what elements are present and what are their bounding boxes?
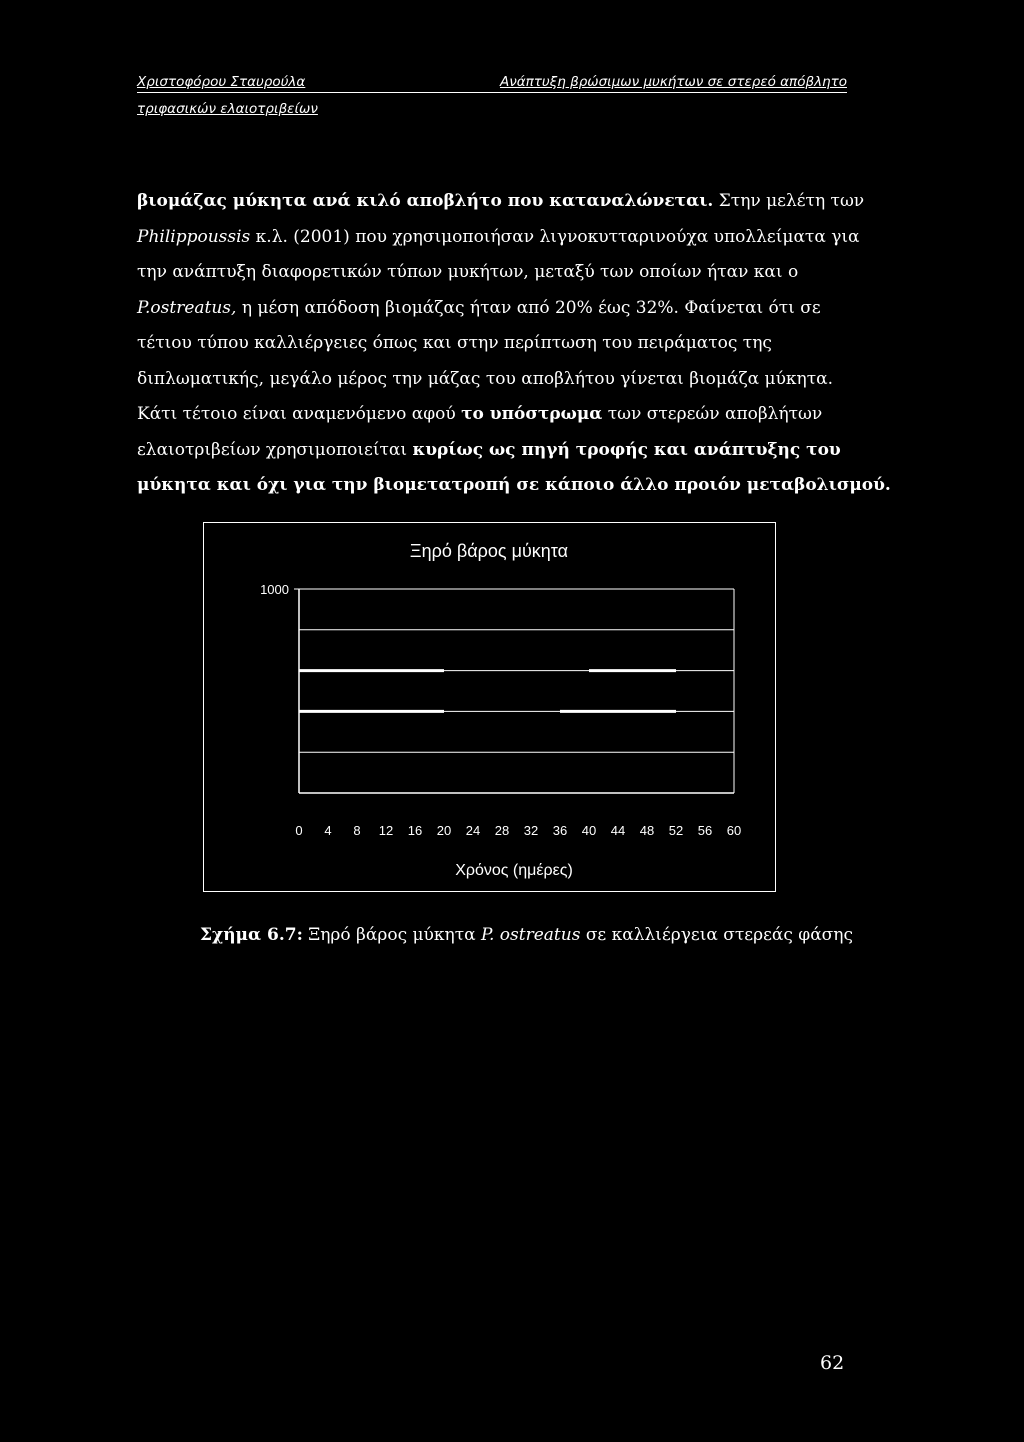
text: Κάτι τέτοιο είναι αναμενόμενο αφού <box>137 404 462 424</box>
page-header <box>137 74 847 117</box>
header-top-line <box>137 74 847 93</box>
chart-frame <box>203 522 776 892</box>
x-axis-label: Χρόνος (ημέρες) <box>455 862 573 879</box>
paragraph-line-2 <box>137 220 860 256</box>
x-tick-label: 8 <box>353 823 361 838</box>
text: ελαιοτριβείων χρησιμοποιείται <box>137 439 413 460</box>
x-tick-label: 28 <box>494 823 510 838</box>
caption-text: Ξηρό βάρος μύκητα <box>302 925 481 945</box>
x-tick-label: 32 <box>523 823 539 838</box>
x-tick-label: 48 <box>639 823 655 838</box>
bold-text: το υπόστρωμα <box>461 404 603 424</box>
x-tick-label: 56 <box>697 823 713 838</box>
x-tick-label: 20 <box>436 823 452 838</box>
x-tick-label: 44 <box>610 823 626 838</box>
paragraph-line-5: τέτιου τύπου καλλιέργειες όπως και στην περίπτωση του πειράματος της <box>137 333 772 353</box>
page-number: 62 <box>820 1352 845 1374</box>
y-tick-label: 1000 <box>260 582 289 597</box>
paragraph-line-1 <box>137 184 865 220</box>
x-tick-label: 40 <box>581 823 597 838</box>
paragraph-line-4 <box>137 291 825 327</box>
header-title: Ανάπτυξη βρώσιμων μυκήτων σε στερεό απόβλητο <box>499 74 847 90</box>
header-author: Χριστοφόρου Σταυρούλα <box>137 74 306 90</box>
x-tick-label: 16 <box>407 823 423 838</box>
x-tick-label: 36 <box>552 823 568 838</box>
paragraph-line-9: μύκητα και όχι για την βιομετατροπή σε κάποιο άλλο προιόν μεταβολισμού. <box>137 475 891 495</box>
author-name: Philippoussis <box>137 226 251 247</box>
body-paragraph <box>137 184 891 504</box>
text: Στην μελέτη των <box>713 191 865 211</box>
bold-text: κυρίως ως πηγή τροφής και ανάπτυξης του <box>412 439 841 460</box>
chart-title: Ξηρό βάρος μύκητα <box>409 541 569 561</box>
header-title-continued: τριφασικών ελαιοτριβείων <box>137 101 318 117</box>
x-tick-label: 4 <box>324 823 332 838</box>
caption-label: Σχήμα 6.7: <box>200 925 303 945</box>
chart-svg <box>204 523 775 891</box>
text: κ.λ. (2001) που χρησιμοποιήσαν λιγνοκυτταρινούχα υπολλείματα για <box>250 226 860 247</box>
paragraph-line-7 <box>137 397 825 433</box>
species-name: P.ostreatus, <box>137 297 237 318</box>
figure-caption <box>200 925 853 945</box>
paragraph-line-3: την ανάπτυξη διαφορετικών τύπων μυκήτων, μεταξύ των οποίων ήταν και ο <box>137 262 799 282</box>
x-tick-label: 60 <box>726 823 742 838</box>
text: των στερεών αποβλήτων <box>602 404 823 424</box>
x-tick-label: 0 <box>295 823 303 838</box>
caption-species: P. ostreatus <box>481 925 581 945</box>
paragraph-line-8 <box>137 433 841 469</box>
paragraph-line-6: διπλωματικής, μεγάλο μέρος την μάζας του αποβλήτου γίνεται βιομάζα μύκητα. <box>137 368 834 389</box>
text: η μέση απόδοση βιομάζας ήταν από 20% έως 32%. Φαίνεται ότι σε <box>236 297 821 318</box>
x-tick-label: 12 <box>378 823 394 838</box>
x-tick-label: 52 <box>668 823 684 838</box>
x-tick-label: 24 <box>465 823 481 838</box>
caption-text-end: σε καλλιέργεια στερεάς φάσης <box>580 925 853 945</box>
bold-text: βιομάζας μύκητα ανά κιλό αποβλήτο που καταναλώνεται. <box>137 191 714 211</box>
